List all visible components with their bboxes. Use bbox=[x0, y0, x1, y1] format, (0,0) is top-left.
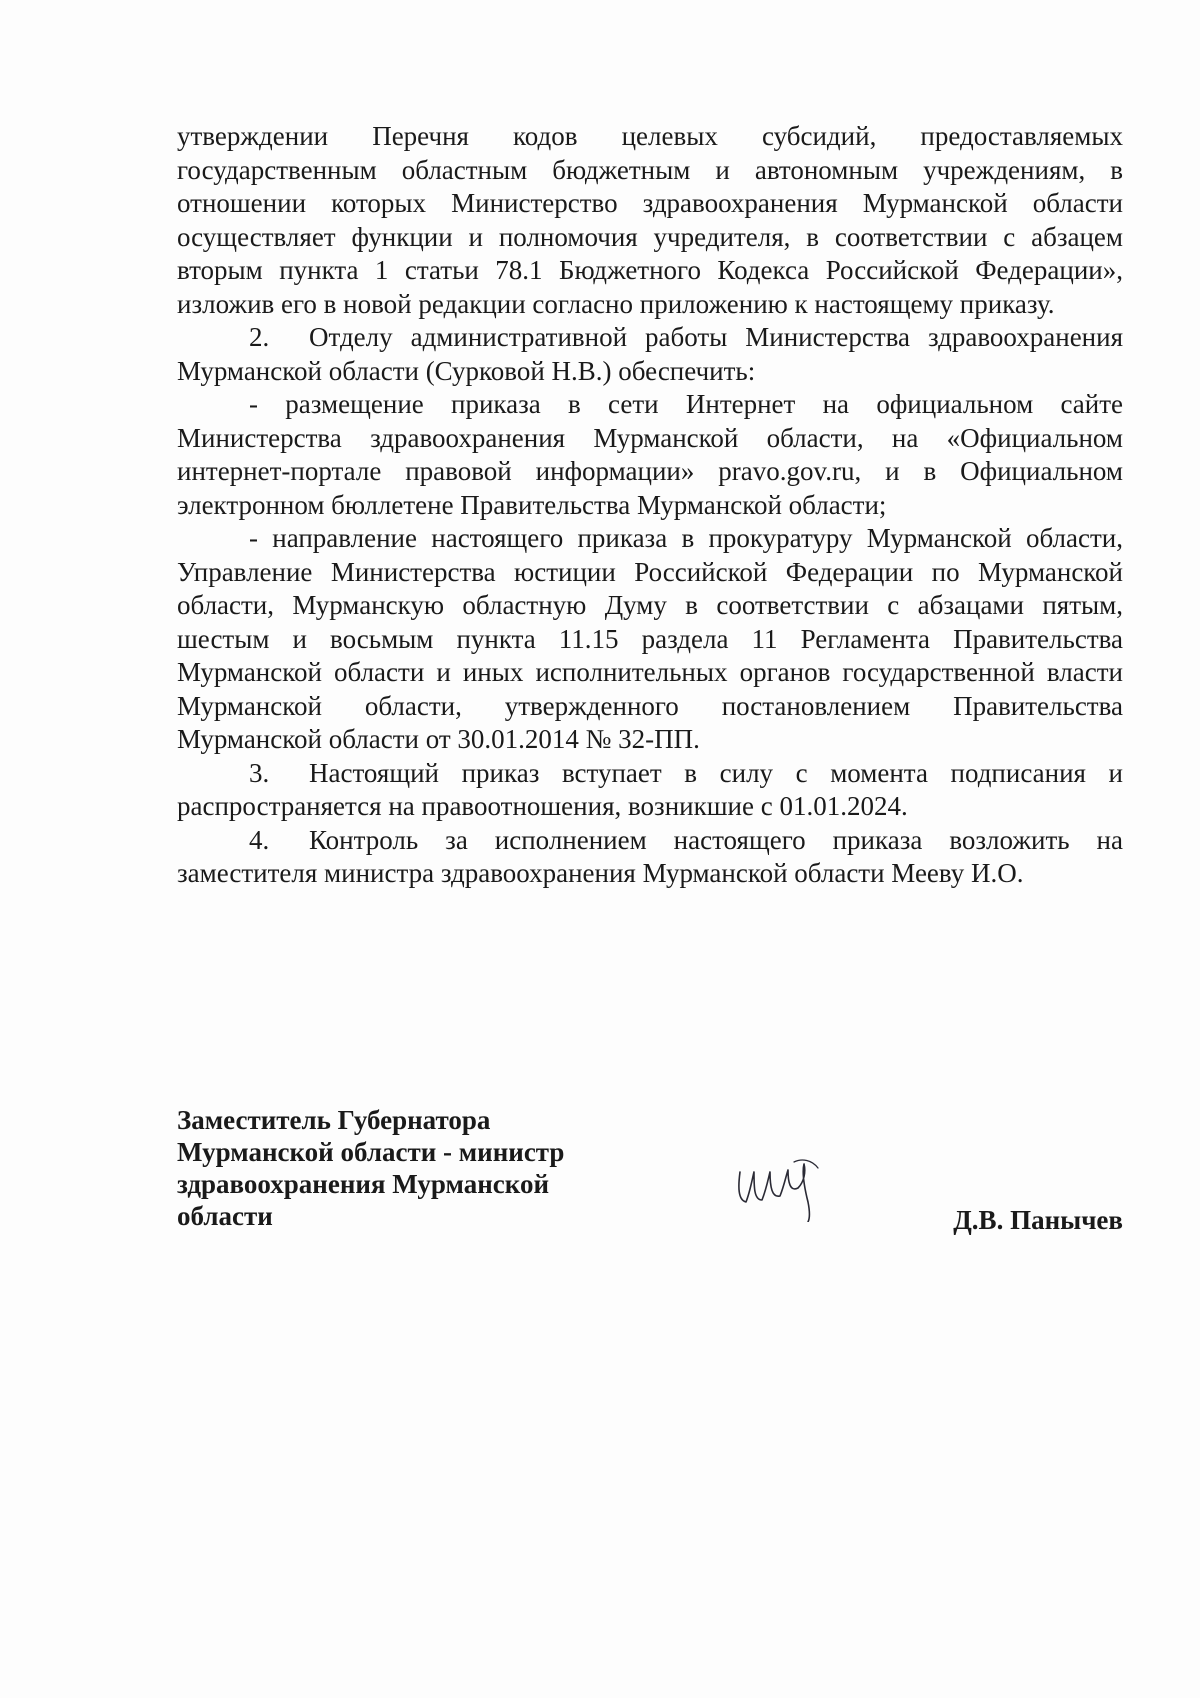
paragraph-item-4 bbox=[177, 824, 1123, 891]
paragraph-text: - размещение приказа в сети Интернет на официальном сайте Министерства здравоохранения Мурманской области, на «Официальном интернет-портале правовой информации» pravo.gov.ru, и в Официальном электронном бюллетене Правительства Мурманской области; bbox=[177, 389, 1123, 520]
document-body bbox=[177, 120, 1123, 891]
paragraph-number: 3. bbox=[249, 757, 270, 788]
signatory-position-line: Заместитель Губернатора bbox=[177, 1105, 491, 1135]
paragraph-number: 2. bbox=[249, 322, 270, 352]
paragraph-text: утверждении Перечня кодов целевых субсидий, предоставляемых государственным областным бюджетным и автономным учреждениям, в отношении которых Министерство здравоохранения Мурманской области осуществляет функции и полномочия учредителя, в соответствии с абзацем вторым пункта 1 статьи 78.1 Бюджетного Кодекса Российской Федерации», изложив его в новой редакции согласно приложению к настоящему приказу. bbox=[177, 121, 1123, 319]
signatory-position-line: области bbox=[177, 1201, 273, 1231]
signatory-position bbox=[177, 1104, 637, 1232]
paragraph-subitem-publication bbox=[177, 388, 1123, 522]
paragraph-text: Настоящий приказ вступает в силу с момента подписания и распространяется на правоотношения, возникшие с 01.01.2024. bbox=[177, 757, 1123, 821]
paragraph-text: - направление настоящего приказа в прокуратуру Мурманской области, Управление Министерства юстиции Российской Федерации по Мурманской области, Мурманскую областную Думу в соответствии с абзацами пятым, шестым и восьмым пункта 11.15 раздела 11 Регламента Правительства Мурманской области и иных исполнительных органов государственной власти Мурманской области, утвержденного постановлением Правительства Мурманской области от 30.01.2014 № 32-ПП. bbox=[177, 523, 1123, 754]
paragraph-text: Отделу административной работы Министерства здравоохранения Мурманской области (Сурковой Н.В.) обеспечить: bbox=[177, 322, 1123, 386]
paragraph-subitem-submission bbox=[177, 522, 1123, 757]
signatory-name: Д.В. Панычев bbox=[953, 1205, 1123, 1235]
paragraph-item-2 bbox=[177, 321, 1123, 388]
paragraph-item-3 bbox=[177, 757, 1123, 824]
signatory-position-line: Мурманской области - министр bbox=[177, 1137, 565, 1167]
signatory-position-line: здравоохранения Мурманской bbox=[177, 1169, 550, 1199]
handwritten-signature bbox=[732, 1142, 842, 1222]
paragraph-number: 4. bbox=[249, 824, 270, 855]
paragraph-continuation bbox=[177, 120, 1123, 321]
paragraph-text: Контроль за исполнением настоящего приказа возложить на заместителя министра здравоохранения Мурманской области Мееву И.О. bbox=[177, 824, 1123, 888]
signature-block bbox=[177, 1104, 1123, 1264]
